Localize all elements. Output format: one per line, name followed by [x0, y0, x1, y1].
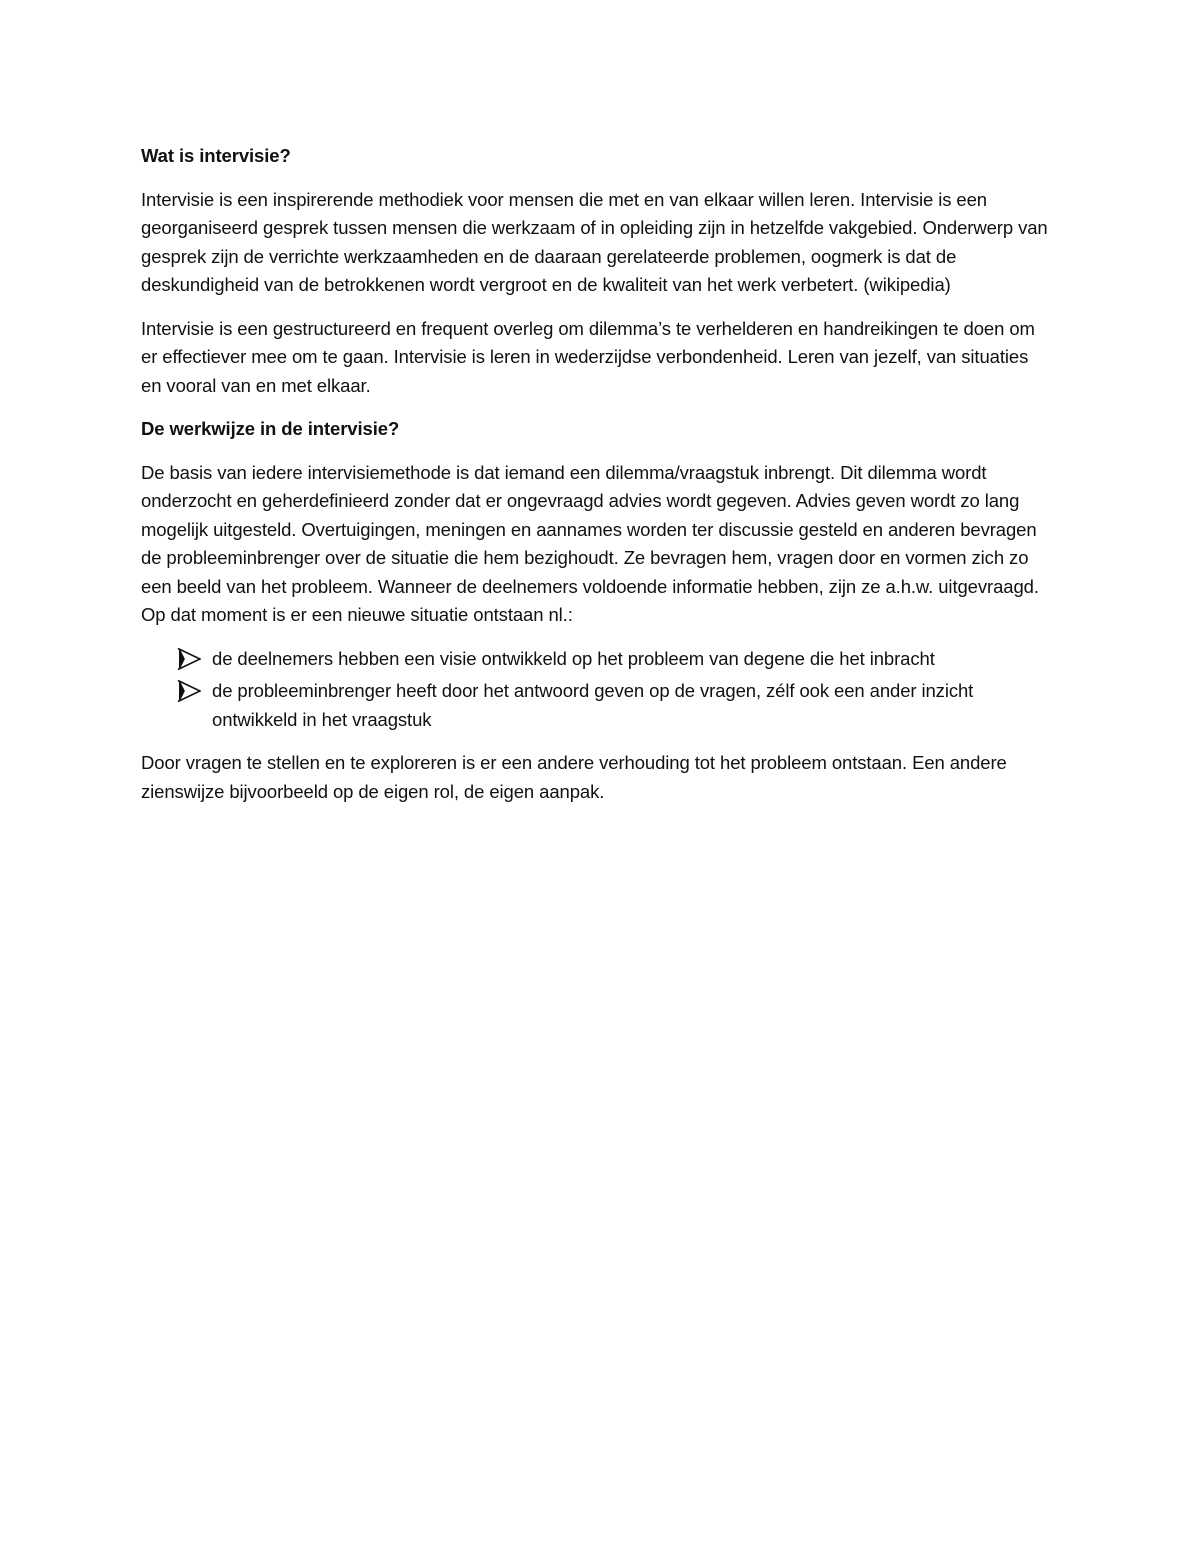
list-item — [141, 645, 1051, 674]
arrowhead-bullet-icon — [177, 680, 201, 702]
document-body — [141, 142, 1051, 821]
bullet-list — [141, 645, 1051, 735]
heading-werkwijze: De werkwijze in de intervisie? — [141, 418, 400, 439]
paragraph-method: De basis van iedere intervisiemethode is dat iemand een dilemma/vraagstuk inbrengt. Dit dilemma wordt onderzocht en geherdefinieerd zonder dat er ongevraagd advies wordt gegeven. Advies geven wordt zo lang mogelijk uitgesteld. Overtuigingen, meningen en aannames worden ter discussie gesteld en anderen bevragen de probleeminbrenger over de situatie die hem bezighoudt. Ze bevragen hem, vragen door en vormen zich zo een beeld van het probleem. Wanneer de deelnemers voldoende informatie hebben, zijn ze a.h.w. uitgevraagd. Op dat moment is er een nieuwe situatie ontstaan nl.: — [141, 461, 1039, 625]
arrowhead-bullet-icon — [177, 648, 201, 670]
list-item — [141, 677, 1051, 734]
paragraph-structured-meeting: Intervisie is een gestructureerd en frequent overleg om dilemma’s te verhelderen en handreikingen te doen om er effectiever mee om te gaan. Intervisie is leren in wederzijdse verbondenheid. Leren van jezelf, van situaties en vooral van en met elkaar. — [141, 317, 1035, 396]
paragraph-conclusion: Door vragen te stellen en te exploreren is er een andere verhouding tot het probleem ontstaan. Een andere zienswijze bijvoorbeeld op de eigen rol, de eigen aanpak. — [141, 752, 1007, 802]
heading-wat-is-intervisie: Wat is intervisie? — [141, 145, 291, 166]
paragraph-definition: Intervisie is een inspirerende methodiek voor mensen die met en van elkaar willen leren. Intervisie is een georganiseerd gesprek tussen mensen die werkzaam of in opleiding zijn in hetzelfde vakgebied. Onderwerp van gesprek zijn de verrichte werkzaamheden en de daaraan gerelateerde problemen, oogmerk is dat de deskundigheid van de betrokkenen wordt vergroot en de kwaliteit van het werk verbetert. (wikipedia) — [141, 188, 1048, 295]
bullet-text: de deelnemers hebben een visie ontwikkeld op het probleem van degene die het inbracht — [212, 647, 935, 669]
bullet-text: de probleeminbrenger heeft door het antwoord geven op de vragen, zélf ook een ander inzicht ontwikkeld in het vraagstuk — [212, 680, 974, 730]
